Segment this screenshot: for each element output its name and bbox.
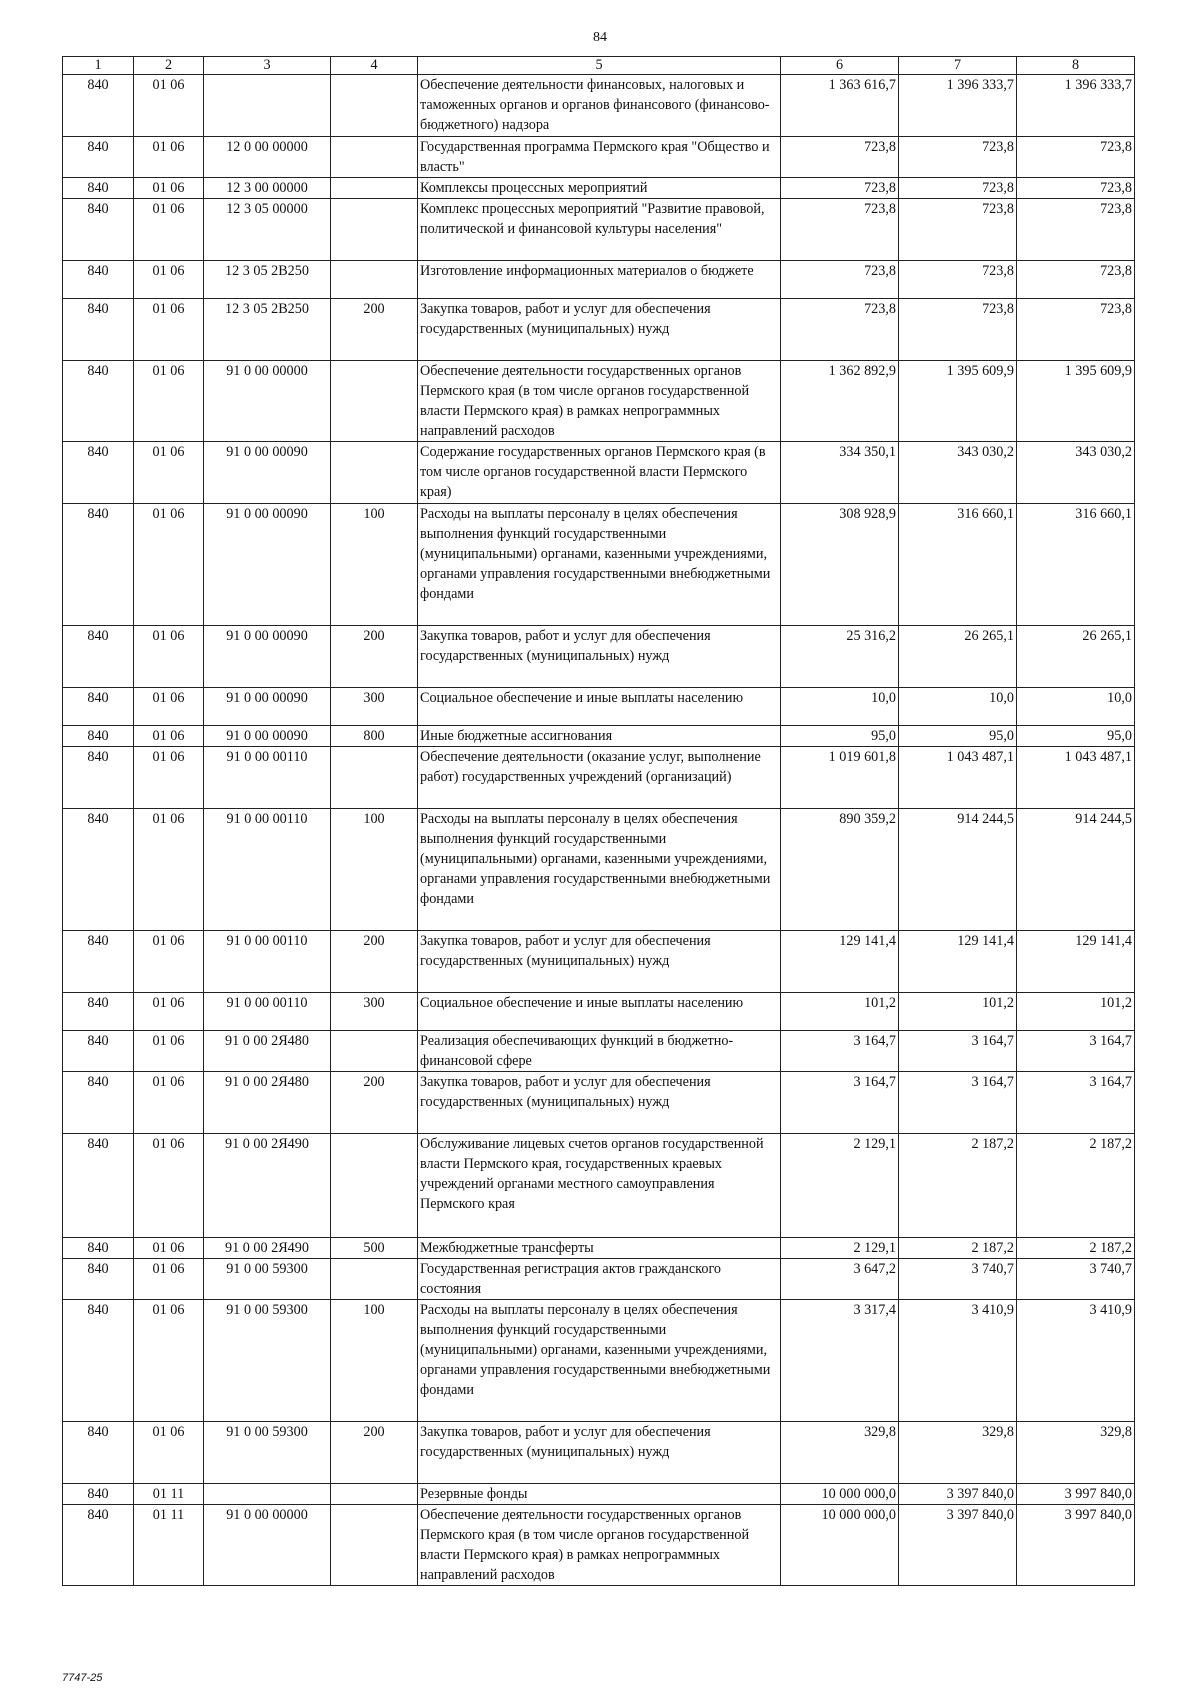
amount-col-7-cell: 2 187,2 — [899, 1134, 1017, 1238]
expense-type-code-cell: 200 — [331, 931, 418, 993]
expense-type-code-cell: 200 — [331, 626, 418, 688]
admin-code-cell: 840 — [63, 1259, 134, 1300]
amount-col-6-cell: 3 164,7 — [781, 1072, 899, 1134]
table-row — [63, 261, 1135, 299]
target-article-code-cell: 91 0 00 59300 — [204, 1259, 331, 1300]
section-code-cell: 01 06 — [134, 199, 204, 261]
admin-code-cell: 840 — [63, 688, 134, 726]
amount-col-7-cell: 3 740,7 — [899, 1259, 1017, 1300]
description-cell: Обеспечение деятельности государственных органов Пермского края (в том числе органов государственной власти Пермского края) в рамках непрограммных направлений расходов — [418, 1505, 781, 1586]
amount-col-6-cell: 1 362 892,9 — [781, 361, 899, 442]
amount-col-8-cell: 26 265,1 — [1017, 626, 1135, 688]
amount-col-8-cell: 723,8 — [1017, 261, 1135, 299]
column-header: 1 — [63, 57, 134, 75]
amount-col-8-cell: 3 164,7 — [1017, 1031, 1135, 1072]
amount-col-8-cell: 723,8 — [1017, 178, 1135, 199]
expense-type-code-cell — [331, 261, 418, 299]
description-cell: Резервные фонды — [418, 1484, 781, 1505]
admin-code-cell: 840 — [63, 993, 134, 1031]
budget-table — [62, 56, 1135, 1586]
description-cell: Обеспечение деятельности государственных органов Пермского края (в том числе органов государственной власти Пермского края) в рамках непрограммных направлений расходов — [418, 361, 781, 442]
target-article-code-cell: 91 0 00 00110 — [204, 809, 331, 931]
expense-type-code-cell — [331, 1134, 418, 1238]
amount-col-8-cell: 1 396 333,7 — [1017, 75, 1135, 137]
admin-code-cell: 840 — [63, 809, 134, 931]
section-code-cell: 01 06 — [134, 1031, 204, 1072]
section-code-cell: 01 06 — [134, 361, 204, 442]
amount-col-7-cell: 723,8 — [899, 299, 1017, 361]
table-row — [63, 442, 1135, 504]
admin-code-cell: 840 — [63, 361, 134, 442]
amount-col-7-cell: 723,8 — [899, 199, 1017, 261]
admin-code-cell: 840 — [63, 178, 134, 199]
description-cell: Содержание государственных органов Пермского края (в том числе органов государственной власти Пермского края) — [418, 442, 781, 504]
expense-type-code-cell — [331, 1031, 418, 1072]
table-row — [63, 1031, 1135, 1072]
section-code-cell: 01 06 — [134, 261, 204, 299]
description-cell: Закупка товаров, работ и услуг для обеспечения государственных (муниципальных) нужд — [418, 1422, 781, 1484]
amount-col-7-cell: 723,8 — [899, 137, 1017, 178]
table-row — [63, 931, 1135, 993]
target-article-code-cell: 91 0 00 00090 — [204, 626, 331, 688]
section-code-cell: 01 06 — [134, 442, 204, 504]
amount-col-7-cell: 1 043 487,1 — [899, 747, 1017, 809]
header-row — [63, 57, 1135, 75]
table-row — [63, 626, 1135, 688]
admin-code-cell: 840 — [63, 504, 134, 626]
section-code-cell: 01 06 — [134, 75, 204, 137]
target-article-code-cell: 91 0 00 00000 — [204, 361, 331, 442]
admin-code-cell: 840 — [63, 747, 134, 809]
section-code-cell: 01 06 — [134, 1300, 204, 1422]
description-cell: Реализация обеспечивающих функций в бюджетно-финансовой сфере — [418, 1031, 781, 1072]
amount-col-6-cell: 3 317,4 — [781, 1300, 899, 1422]
expense-type-code-cell — [331, 137, 418, 178]
amount-col-7-cell: 723,8 — [899, 178, 1017, 199]
expense-type-code-cell — [331, 1505, 418, 1586]
section-code-cell: 01 06 — [134, 1134, 204, 1238]
section-code-cell: 01 06 — [134, 137, 204, 178]
amount-col-8-cell: 329,8 — [1017, 1422, 1135, 1484]
table-row — [63, 137, 1135, 178]
amount-col-8-cell: 723,8 — [1017, 299, 1135, 361]
section-code-cell: 01 06 — [134, 993, 204, 1031]
amount-col-8-cell: 129 141,4 — [1017, 931, 1135, 993]
amount-col-6-cell: 2 129,1 — [781, 1134, 899, 1238]
section-code-cell: 01 06 — [134, 747, 204, 809]
amount-col-6-cell: 723,8 — [781, 299, 899, 361]
amount-col-6-cell: 723,8 — [781, 261, 899, 299]
amount-col-6-cell: 723,8 — [781, 137, 899, 178]
expense-type-code-cell: 800 — [331, 726, 418, 747]
section-code-cell: 01 11 — [134, 1505, 204, 1586]
amount-col-7-cell: 723,8 — [899, 261, 1017, 299]
target-article-code-cell: 91 0 00 2Я480 — [204, 1031, 331, 1072]
amount-col-8-cell: 316 660,1 — [1017, 504, 1135, 626]
section-code-cell: 01 06 — [134, 809, 204, 931]
amount-col-7-cell: 1 395 609,9 — [899, 361, 1017, 442]
target-article-code-cell — [204, 1484, 331, 1505]
column-header: 5 — [418, 57, 781, 75]
amount-col-8-cell: 3 997 840,0 — [1017, 1484, 1135, 1505]
description-cell: Комплексы процессных мероприятий — [418, 178, 781, 199]
table-row — [63, 504, 1135, 626]
amount-col-6-cell: 308 928,9 — [781, 504, 899, 626]
amount-col-6-cell: 3 647,2 — [781, 1259, 899, 1300]
expense-type-code-cell: 200 — [331, 1422, 418, 1484]
table-row — [63, 178, 1135, 199]
expense-type-code-cell: 100 — [331, 809, 418, 931]
target-article-code-cell: 91 0 00 2Я480 — [204, 1072, 331, 1134]
admin-code-cell: 840 — [63, 137, 134, 178]
target-article-code-cell: 91 0 00 00090 — [204, 688, 331, 726]
section-code-cell: 01 06 — [134, 1259, 204, 1300]
page-number: 84 — [593, 30, 607, 45]
column-header: 8 — [1017, 57, 1135, 75]
expense-type-code-cell — [331, 1259, 418, 1300]
description-cell: Комплекс процессных мероприятий "Развитие правовой, политической и финансовой культуры населения" — [418, 199, 781, 261]
admin-code-cell: 840 — [63, 75, 134, 137]
table-row — [63, 1259, 1135, 1300]
expense-type-code-cell: 500 — [331, 1238, 418, 1259]
table-row — [63, 726, 1135, 747]
table-row — [63, 199, 1135, 261]
target-article-code-cell: 91 0 00 00110 — [204, 993, 331, 1031]
amount-col-7-cell: 329,8 — [899, 1422, 1017, 1484]
section-code-cell: 01 06 — [134, 1238, 204, 1259]
amount-col-8-cell: 723,8 — [1017, 199, 1135, 261]
admin-code-cell: 840 — [63, 1422, 134, 1484]
amount-col-8-cell: 2 187,2 — [1017, 1134, 1135, 1238]
amount-col-6-cell: 890 359,2 — [781, 809, 899, 931]
table-row — [63, 1238, 1135, 1259]
admin-code-cell: 840 — [63, 1300, 134, 1422]
description-cell: Закупка товаров, работ и услуг для обеспечения государственных (муниципальных) нужд — [418, 626, 781, 688]
amount-col-7-cell: 3 164,7 — [899, 1031, 1017, 1072]
expense-type-code-cell — [331, 178, 418, 199]
amount-col-6-cell: 723,8 — [781, 178, 899, 199]
expense-type-code-cell: 200 — [331, 1072, 418, 1134]
table-row — [63, 747, 1135, 809]
amount-col-7-cell: 95,0 — [899, 726, 1017, 747]
admin-code-cell: 840 — [63, 299, 134, 361]
amount-col-8-cell: 2 187,2 — [1017, 1238, 1135, 1259]
table-row — [63, 1505, 1135, 1586]
amount-col-6-cell: 334 350,1 — [781, 442, 899, 504]
table-row — [63, 75, 1135, 137]
amount-col-6-cell: 1 363 616,7 — [781, 75, 899, 137]
column-header: 7 — [899, 57, 1017, 75]
section-code-cell: 01 06 — [134, 626, 204, 688]
target-article-code-cell: 91 0 00 00090 — [204, 726, 331, 747]
target-article-code-cell: 12 3 00 00000 — [204, 178, 331, 199]
description-cell: Обеспечение деятельности (оказание услуг, выполнение работ) государственных учреждений (организаций) — [418, 747, 781, 809]
admin-code-cell: 840 — [63, 199, 134, 261]
section-code-cell: 01 06 — [134, 931, 204, 993]
section-code-cell: 01 06 — [134, 726, 204, 747]
target-article-code-cell: 91 0 00 59300 — [204, 1422, 331, 1484]
amount-col-7-cell: 3 397 840,0 — [899, 1484, 1017, 1505]
admin-code-cell: 840 — [63, 626, 134, 688]
amount-col-7-cell: 3 164,7 — [899, 1072, 1017, 1134]
column-header: 6 — [781, 57, 899, 75]
description-cell: Социальное обеспечение и иные выплаты населению — [418, 993, 781, 1031]
amount-col-8-cell: 1 395 609,9 — [1017, 361, 1135, 442]
table-row — [63, 299, 1135, 361]
description-cell: Расходы на выплаты персоналу в целях обеспечения выполнения функций государственными (муниципальными) органами, казенными учреждениями, органами управления государственными внебюджетными фондами — [418, 504, 781, 626]
amount-col-6-cell: 10 000 000,0 — [781, 1484, 899, 1505]
target-article-code-cell: 91 0 00 00110 — [204, 747, 331, 809]
description-cell: Обслуживание лицевых счетов органов государственной власти Пермского края, государственных краевых учреждений органами местного самоуправления Пермского края — [418, 1134, 781, 1238]
admin-code-cell: 840 — [63, 1238, 134, 1259]
expense-type-code-cell: 300 — [331, 688, 418, 726]
admin-code-cell: 840 — [63, 1505, 134, 1586]
description-cell: Расходы на выплаты персоналу в целях обеспечения выполнения функций государственными (муниципальными) органами, казенными учреждениями, органами управления государственными внебюджетными фондами — [418, 809, 781, 931]
amount-col-8-cell: 3 410,9 — [1017, 1300, 1135, 1422]
description-cell: Закупка товаров, работ и услуг для обеспечения государственных (муниципальных) нужд — [418, 299, 781, 361]
amount-col-7-cell: 2 187,2 — [899, 1238, 1017, 1259]
amount-col-6-cell: 10 000 000,0 — [781, 1505, 899, 1586]
description-cell: Социальное обеспечение и иные выплаты населению — [418, 688, 781, 726]
amount-col-6-cell: 129 141,4 — [781, 931, 899, 993]
amount-col-7-cell: 129 141,4 — [899, 931, 1017, 993]
amount-col-7-cell: 343 030,2 — [899, 442, 1017, 504]
amount-col-6-cell: 2 129,1 — [781, 1238, 899, 1259]
amount-col-8-cell: 914 244,5 — [1017, 809, 1135, 931]
target-article-code-cell: 91 0 00 00090 — [204, 504, 331, 626]
admin-code-cell: 840 — [63, 1484, 134, 1505]
admin-code-cell: 840 — [63, 442, 134, 504]
table-row — [63, 1422, 1135, 1484]
amount-col-8-cell: 3 997 840,0 — [1017, 1505, 1135, 1586]
column-header: 2 — [134, 57, 204, 75]
amount-col-7-cell: 101,2 — [899, 993, 1017, 1031]
amount-col-7-cell: 914 244,5 — [899, 809, 1017, 931]
expense-type-code-cell — [331, 1484, 418, 1505]
description-cell: Изготовление информационных материалов о бюджете — [418, 261, 781, 299]
table-row — [63, 1300, 1135, 1422]
amount-col-8-cell: 101,2 — [1017, 993, 1135, 1031]
amount-col-7-cell: 1 396 333,7 — [899, 75, 1017, 137]
description-cell: Закупка товаров, работ и услуг для обеспечения государственных (муниципальных) нужд — [418, 931, 781, 993]
amount-col-8-cell: 1 043 487,1 — [1017, 747, 1135, 809]
target-article-code-cell: 12 3 05 2В250 — [204, 261, 331, 299]
section-code-cell: 01 06 — [134, 299, 204, 361]
description-cell: Расходы на выплаты персоналу в целях обеспечения выполнения функций государственными (муниципальными) органами, казенными учреждениями, органами управления государственными внебюджетными фондами — [418, 1300, 781, 1422]
section-code-cell: 01 06 — [134, 504, 204, 626]
amount-col-6-cell: 329,8 — [781, 1422, 899, 1484]
admin-code-cell: 840 — [63, 1134, 134, 1238]
admin-code-cell: 840 — [63, 1031, 134, 1072]
expense-type-code-cell — [331, 199, 418, 261]
section-code-cell: 01 06 — [134, 1422, 204, 1484]
amount-col-8-cell: 3 164,7 — [1017, 1072, 1135, 1134]
description-cell: Государственная программа Пермского края "Общество и власть" — [418, 137, 781, 178]
document-code: 7747-25 — [62, 1672, 103, 1684]
expense-type-code-cell — [331, 747, 418, 809]
description-cell: Межбюджетные трансферты — [418, 1238, 781, 1259]
column-header: 4 — [331, 57, 418, 75]
amount-col-8-cell: 95,0 — [1017, 726, 1135, 747]
admin-code-cell: 840 — [63, 931, 134, 993]
target-article-code-cell: 91 0 00 00090 — [204, 442, 331, 504]
amount-col-8-cell: 343 030,2 — [1017, 442, 1135, 504]
expense-type-code-cell — [331, 442, 418, 504]
amount-col-7-cell: 26 265,1 — [899, 626, 1017, 688]
admin-code-cell: 840 — [63, 726, 134, 747]
section-code-cell: 01 06 — [134, 688, 204, 726]
section-code-cell: 01 06 — [134, 178, 204, 199]
expense-type-code-cell: 300 — [331, 993, 418, 1031]
amount-col-7-cell: 3 397 840,0 — [899, 1505, 1017, 1586]
expense-type-code-cell — [331, 361, 418, 442]
amount-col-6-cell: 723,8 — [781, 199, 899, 261]
target-article-code-cell: 91 0 00 2Я490 — [204, 1134, 331, 1238]
amount-col-6-cell: 95,0 — [781, 726, 899, 747]
target-article-code-cell: 12 3 05 2В250 — [204, 299, 331, 361]
amount-col-8-cell: 10,0 — [1017, 688, 1135, 726]
amount-col-7-cell: 3 410,9 — [899, 1300, 1017, 1422]
table-row — [63, 809, 1135, 931]
target-article-code-cell — [204, 75, 331, 137]
amount-col-8-cell: 723,8 — [1017, 137, 1135, 178]
target-article-code-cell: 12 3 05 00000 — [204, 199, 331, 261]
amount-col-6-cell: 101,2 — [781, 993, 899, 1031]
target-article-code-cell: 91 0 00 59300 — [204, 1300, 331, 1422]
section-code-cell: 01 11 — [134, 1484, 204, 1505]
amount-col-6-cell: 25 316,2 — [781, 626, 899, 688]
target-article-code-cell: 91 0 00 00110 — [204, 931, 331, 993]
table-row — [63, 688, 1135, 726]
table-row — [63, 1134, 1135, 1238]
amount-col-6-cell: 1 019 601,8 — [781, 747, 899, 809]
column-header: 3 — [204, 57, 331, 75]
table-row — [63, 1072, 1135, 1134]
expense-type-code-cell: 100 — [331, 1300, 418, 1422]
admin-code-cell: 840 — [63, 261, 134, 299]
admin-code-cell: 840 — [63, 1072, 134, 1134]
table-row — [63, 1484, 1135, 1505]
table-row — [63, 993, 1135, 1031]
description-cell: Обеспечение деятельности финансовых, налоговых и таможенных органов и органов финансового (финансово-бюджетного) надзора — [418, 75, 781, 137]
target-article-code-cell: 91 0 00 00000 — [204, 1505, 331, 1586]
amount-col-6-cell: 10,0 — [781, 688, 899, 726]
description-cell: Закупка товаров, работ и услуг для обеспечения государственных (муниципальных) нужд — [418, 1072, 781, 1134]
amount-col-6-cell: 3 164,7 — [781, 1031, 899, 1072]
description-cell: Иные бюджетные ассигнования — [418, 726, 781, 747]
target-article-code-cell: 91 0 00 2Я490 — [204, 1238, 331, 1259]
amount-col-7-cell: 10,0 — [899, 688, 1017, 726]
section-code-cell: 01 06 — [134, 1072, 204, 1134]
expense-type-code-cell: 100 — [331, 504, 418, 626]
table-row — [63, 361, 1135, 442]
expense-type-code-cell: 200 — [331, 299, 418, 361]
description-cell: Государственная регистрация актов гражданского состояния — [418, 1259, 781, 1300]
target-article-code-cell: 12 0 00 00000 — [204, 137, 331, 178]
amount-col-8-cell: 3 740,7 — [1017, 1259, 1135, 1300]
amount-col-7-cell: 316 660,1 — [899, 504, 1017, 626]
expense-type-code-cell — [331, 75, 418, 137]
